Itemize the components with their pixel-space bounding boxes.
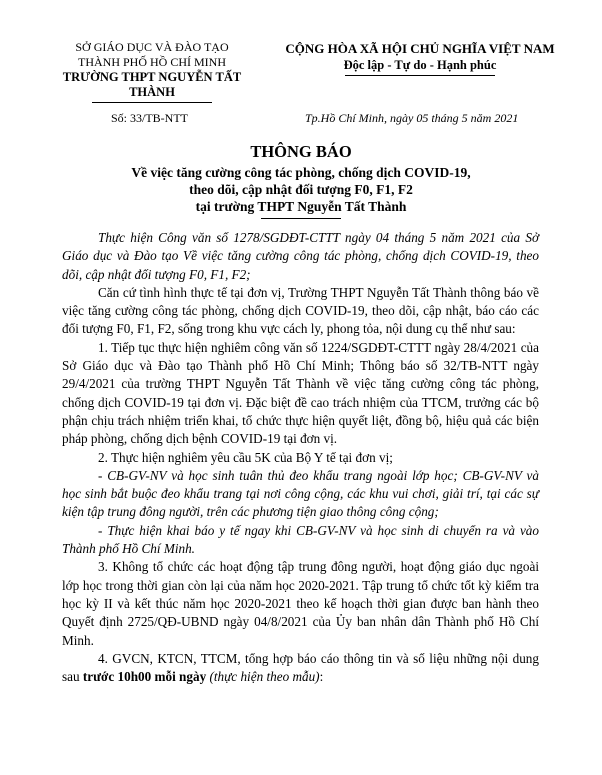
- document-number: Số: 33/TB-NTT: [111, 111, 188, 125]
- body-paragraph: Thực hiện Công văn số 1278/SGDĐT-CTTT ngày 04 tháng 5 năm 2021 của Sở Giáo dục và Đào tạo Về việc tăng cường công tác phòng, chống dịch COVID-19, theo dõi, cập nhật đối tượng F0, F1, F2;: [62, 230, 539, 282]
- subtitle-line: tại trường THPT Nguyễn Tất Thành: [195, 199, 407, 214]
- template-note: (thực hiện theo mẫu): [206, 669, 320, 685]
- body-paragraph: 2. Thực hiện nghiêm yêu cầu 5K của Bộ Y tế tại đơn vị;: [98, 449, 393, 465]
- document-body: [62, 229, 539, 686]
- body-paragraph: 3. Không tổ chức các hoạt động tập trung đông người, hoạt động giáo dục ngoài lớp học trong thời gian còn lại của năm học 2020-2021. Tập trung tổ chức tốt kỳ kiểm tra học kỳ II và kết thúc năm học 2020-2021 theo kế hoạch thời gian được ban hành theo Quyết định 2725/QĐ-UBND ngày 04/8/2021 của Ủy ban nhân dân Thành phố Hồ Chí Minh.: [62, 559, 539, 648]
- document-title: THÔNG BÁO: [250, 142, 352, 161]
- nation-title: CỘNG HÒA XÃ HỘI CHỦ NGHĨA VIỆT NAM: [285, 41, 555, 56]
- national-motto: Độc lập - Tự do - Hạnh phúc: [343, 58, 497, 72]
- place-and-date: Tp.Hồ Chí Minh, ngày 05 tháng 5 năm 2021: [305, 111, 519, 125]
- subtitle-line: theo dõi, cập nhật đối tượng F0, F1, F2: [189, 182, 413, 197]
- body-paragraph: 1. Tiếp tục thực hiện nghiêm công văn số 1224/SGDĐT-CTTT ngày 28/4/2021 của Sở Giáo dục và Đào tạo Thành phố Hồ Chí Minh; Thông báo số 32/TB-NTT ngày 29/4/2021 của trường THPT Nguyễn Tất Thành về việc tăng cường công tác phòng, chống dịch COVID-19 tại đơn vị. Đặc biệt đề cao trách nhiệm của TTCM, trưởng các bộ phận chịu trách nhiệm triển khai, tổ chức thực hiện quyết liệt, đồng bộ, hiệu quả các biện pháp phòng, chống dịch bệnh COVID-19 tại đơn vị.: [62, 339, 539, 447]
- deadline-text: trước 10h00 mỗi ngày: [82, 669, 207, 685]
- body-paragraph: - Thực hiện khai báo y tế ngay khi CB-GV-NV và học sinh di chuyển ra và vào Thành phố Hồ Chí Minh.: [62, 522, 539, 557]
- body-paragraph: Căn cứ tình hình thực tế tại đơn vị, Trường THPT Nguyễn Tất Thành thông báo về việc tăng cường công tác phòng, chống dịch COVID-19, theo dõi, cập nhật, báo cáo các đối tượng F0, F1, F2, sống trong khu vực cách ly, phong tỏa, nội dung cụ thể như sau:: [62, 284, 539, 337]
- subtitle-line: Về việc tăng cường công tác phòng, chống dịch COVID-19,: [131, 165, 471, 180]
- para4-text: 4. GVCN, KTCN, TTCM, tổng hợp báo cáo thông tin và số liệu những nội dung sau: [62, 650, 539, 685]
- title-block: [60, 142, 542, 219]
- issuing-agency-header: [42, 40, 262, 103]
- body-paragraph: - CB-GV-NV và học sinh tuân thủ đeo khẩu trang ngoài lớp học; CB-GV-NV và học sinh bắt buộc đeo khẩu trang tại nơi công cộng, các khu vui chơi, giải trí, tại các sự kiện tập trung đông người, trên các phương tiện giao thông công cộng;: [62, 467, 539, 520]
- header-left-underline: [92, 102, 212, 103]
- body-paragraph: [62, 650, 539, 687]
- para4-colon: :: [319, 669, 324, 685]
- agency-name: SỞ GIÁO DỤC VÀ ĐÀO TẠO: [75, 40, 229, 54]
- national-header: [270, 40, 570, 76]
- school-name: TRƯỜNG THPT NGUYỄN TẤT THÀNH: [62, 70, 242, 99]
- header-right-underline: [345, 75, 495, 76]
- city-name: THÀNH PHỐ HỒ CHÍ MINH: [78, 55, 226, 69]
- title-underline: [261, 218, 341, 219]
